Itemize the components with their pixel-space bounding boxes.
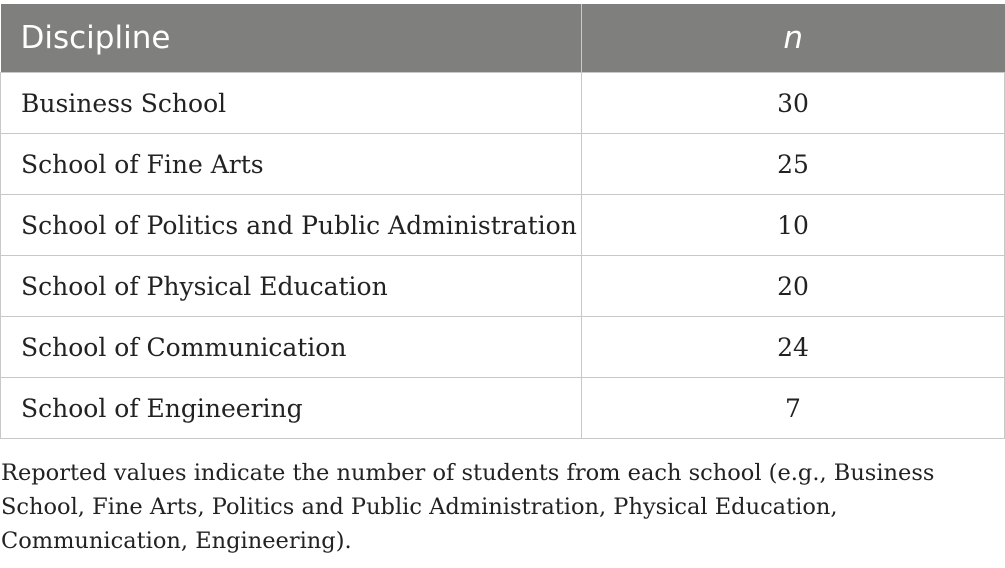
cell-discipline: School of Politics and Public Administration — [1, 195, 582, 256]
table-body — [1, 73, 1005, 439]
cell-discipline: Business School — [1, 73, 582, 134]
cell-n: 20 — [582, 256, 1005, 317]
table-footnote: Reported values indicate the number of students from each school (e.g., Business School, Fine Arts, Politics and Public Administration, Physical Education, Communication, Engineering). — [1, 460, 935, 554]
table-row — [1, 317, 1005, 378]
cell-discipline: School of Engineering — [1, 378, 582, 439]
cell-discipline: School of Communication — [1, 317, 582, 378]
header-n: n — [582, 4, 1005, 73]
table-row — [1, 134, 1005, 195]
table-header — [1, 4, 1005, 73]
cell-n: 30 — [582, 73, 1005, 134]
table-row — [1, 256, 1005, 317]
table-row — [1, 378, 1005, 439]
table-row — [1, 73, 1005, 134]
data-table-container — [0, 4, 1004, 439]
table-row — [1, 195, 1005, 256]
cell-n: 24 — [582, 317, 1005, 378]
header-row — [1, 4, 1005, 73]
cell-n: 7 — [582, 378, 1005, 439]
cell-discipline: School of Fine Arts — [1, 134, 582, 195]
cell-n: 25 — [582, 134, 1005, 195]
discipline-table — [0, 4, 1005, 439]
header-discipline: Discipline — [1, 4, 582, 73]
cell-n: 10 — [582, 195, 1005, 256]
cell-discipline: School of Physical Education — [1, 256, 582, 317]
